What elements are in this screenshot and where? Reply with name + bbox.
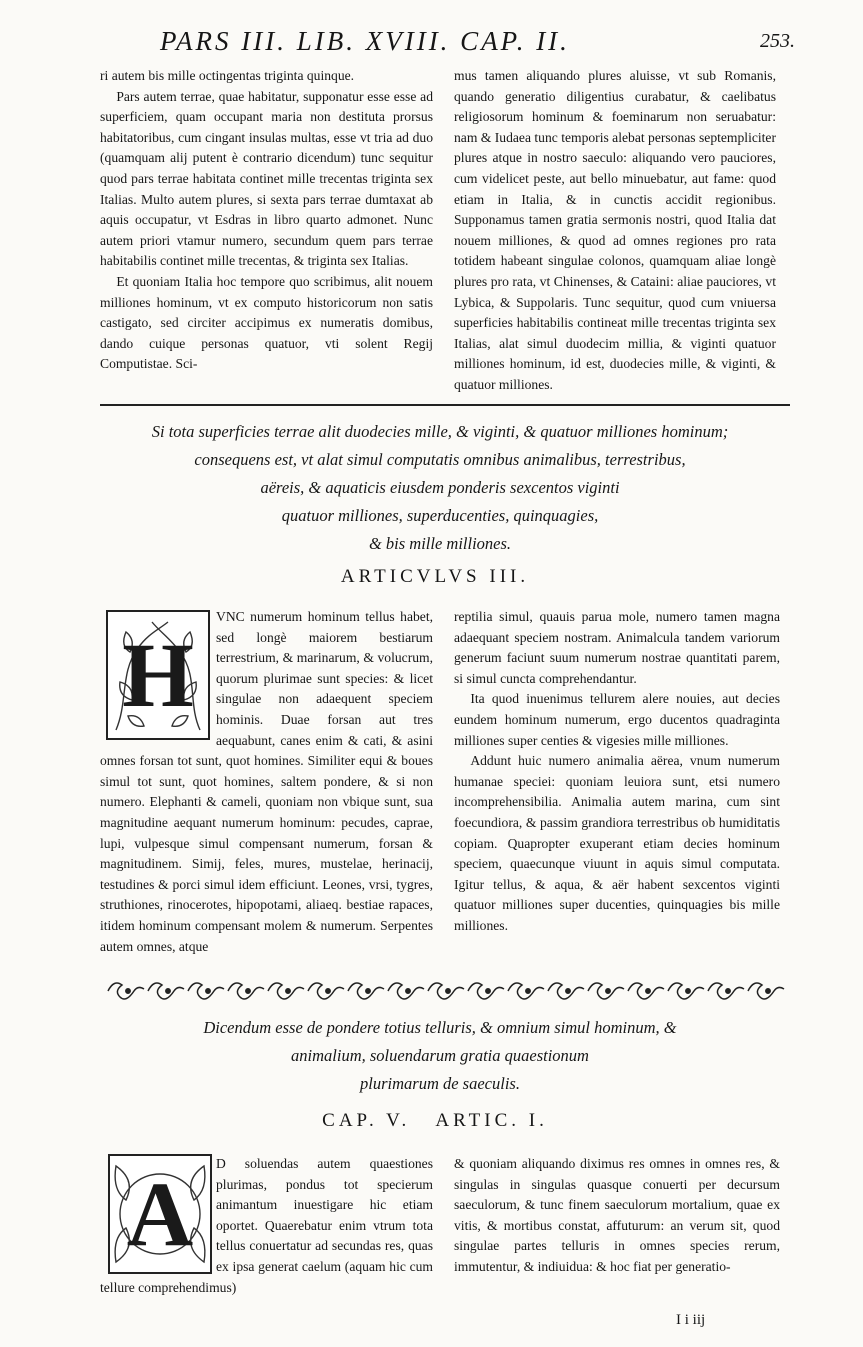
paragraph: & quoniam aliquando diximus res omnes in omnes res, & singulas in singulas quasque conuerti per decursum saeculorum, & tunc finem saeculorum mortalium, quae ex vitis, & mortibus constat, affuturum: an verum sit, quod singulae partes telluris in omnes species rerum, immutentur, & indiuidua: & hoc fiat per generatio- [454,1156,780,1274]
signature-mark: I i iij [676,1312,706,1328]
fleuron-border-icon [100,974,790,1008]
fleuron-dot [486,989,490,993]
fleuron-dot [206,989,210,993]
paragraph: ri autem bis mille octingentas triginta quinque. [100,68,355,83]
fleuron-dot [246,989,250,993]
fleuron-dot [166,989,170,993]
fleuron-dot [766,989,770,993]
theorem-line: aëreis, & aquaticis eiusdem ponderis sexcentos viginti [260,478,620,497]
paragraph: Pars autem terrae, quae habitatur, supponatur esse esse ad superficiem, quam occupant maria non destituta prorsus habitatoribus, cum cingant insulas multas, esse vt tria ad duo (quamquam alij putent è contrario dicendum) tunc sequitur quod pars terrae habitata continet mille trecentas triginta sex Italias. Multo autem plures, si sexta pars terrae dumtaxat ab aquis occupatur, vt Esdras in libro quarto admonet. Nunc autem priori vtamur numero, secundum quem pars terrae habitabilis continet mille trecentas, & triginta sex Italias. [100,88,433,269]
chapter-heading: CAP. V. ARTIC. I. [322,1110,548,1131]
paragraph: mus tamen aliquando plures aluisse, vt sub Romanis, quando generatio diligentius curabatur, & caelibatus religiosorum hominum & foeminarum non seruabatur: nam & Iudaea tunc temporis alebat personas septempliciter plures atque in nostro saeculo: aliquando vero pauciores, cum videlicet peste, aut bello minuebatur, aut fame: quod etiam in Italia, & in cunctis accidit regionibus. Supponamus tamen gratia sermonis nostri, quod Italia dat nouem milliones, & quod ad omnes regiones pro rata totidem habeant singulae colonos, quamquam aliae longè plures pro rata, vt Chinenses, & Cataini: aliae pauciores, vt Lybica, & Suppolaris. Tunc sequitur, quod cum vniuersa superficies habitabilis contineat mille trecentas triginta sex Italias, alat simul duodecim millia, & viginti quatuor milliones hominum, id est, duodecies mille, & viginti, & quatuor milliones. [454,68,776,392]
initial-letter: H [122,624,194,726]
theorem-line: animalium, soluendarum gratia quaestionum [291,1046,589,1065]
theorem-line: plurimarum de saeculis. [360,1074,520,1093]
paragraph: Ita quod inuenimus tellurem alere nouies, aut decies eundem hominum numerum, ergo ducentos quadraginta milliones super centies & vigesies mille milliones. [454,691,780,748]
fleuron-dot [686,989,690,993]
fleuron-dot [526,989,530,993]
theorem-line: & bis mille milliones. [368,534,512,553]
fleuron-dot [406,989,410,993]
fleuron-dot [606,989,610,993]
theorem-line: quatuor milliones, superducenties, quinquagies, [281,506,599,525]
upper-right-column [454,66,776,396]
running-head: PARS III. LIB. XVIII. CAP. II. [160,26,570,56]
fleuron-dot [286,989,290,993]
horizontal-rule [100,404,790,406]
initial-letter: A [126,1163,194,1265]
fleuron-dot [126,989,130,993]
page-number: 253. [760,30,795,52]
theorem-statement [90,418,790,558]
fleuron-dot [566,989,570,993]
section-heading: ARTICVLVS III. [340,566,530,587]
paragraph: Addunt huic numero animalia aërea, vnum numerum humanae speciei: quoniam leuiora sunt, etsi numero incomprehensibilia. Animalia autem marina, cum sint foecundiora, & passim grandiora terrestribus ob humiditatis copiam. Quapropter exuperant etiam decies hominum speciem, quaecunque viuunt in aquis simul computata. Igitur tellus, & aqua, & aër habent sexcentos viginti quatuor milliones super ducenties, quinquagies bis mille milliones. [454,753,780,933]
theorem-line: Dicendum esse de pondere totius telluris, & omnium simul hominum, & [203,1018,677,1037]
ornamental-band [100,974,790,1008]
fleuron-dot [326,989,330,993]
paragraph: Et quoniam Italia hoc tempore quo scribimus, alit nouem milliones hominum, vt ex computo historicorum non satis castigato, sed circiter accipimus ex numeratis domibus, dando cuique personas quatuor, vti solent Regij Computistae. Sci- [100,273,433,372]
theorem-line: consequens est, vt alat simul computatis omnibus animalibus, terrestribus, [194,450,686,469]
theorem-line: Si tota superficies terrae alit duodecies mille, & viginti, & quatuor milliones hominum; [151,422,729,441]
chapter-right-column [454,1154,780,1278]
paragraph: reptilia simul, quauis parua mole, numero tamen magna adaequant speciem nostram. Animalcula tandem variorum generum faciunt suum numerum nostrae quantitati parem, si simul cuncta comprehendantur. [454,609,780,686]
paragraph: D soluendas autem quaestiones plurimas, pondus tot specierum animantum inuestigare hic etiam oportet. Quaerebatur enim vtrum tota tellus conuertatur ad secundas res, quas ex ipsa generat caelum (aquam hic cum tellure comprehendimus) [100,1156,433,1295]
fleuron-dot [446,989,450,993]
page-header [0,26,863,60]
fleuron-dot [726,989,730,993]
fleuron-dot [646,989,650,993]
fleuron-dot [366,989,370,993]
article-right-column [454,607,780,937]
theorem-statement [90,1014,790,1098]
upper-left-column [100,66,433,375]
paragraph: VNC numerum hominum tellus habet, sed longè maiorem bestiarum terrestrium, & marinarum, & volucrum, quorum plurimae sunt species: & licet singulae non adaequent speciem hominis. Duae forsan aut tres aequabunt, canes enim & cati, & asini omnes forsan tot sunt, quot homines. Similiter equi & boues simul tot sunt, quot homines, saltem pondere, & si non numero. Elephanti & cameli, quoniam non vbique sunt, sua magnitudine aequant numerum hominum: pecudes, caprae, lupi, vulpesque simul compensant numerum, forsan & magnitudinem. Simij, feles, mures, mustelae, herinacij, testudines & porci simul idem efficiunt. Leones, vrsi, tygres, struthiones, rinocerotes, hipopotami, aliaeq. bestiae rapaces, itidem hominum compensant molem & numerum. Serpentes autem omnes, atque [100,609,433,954]
